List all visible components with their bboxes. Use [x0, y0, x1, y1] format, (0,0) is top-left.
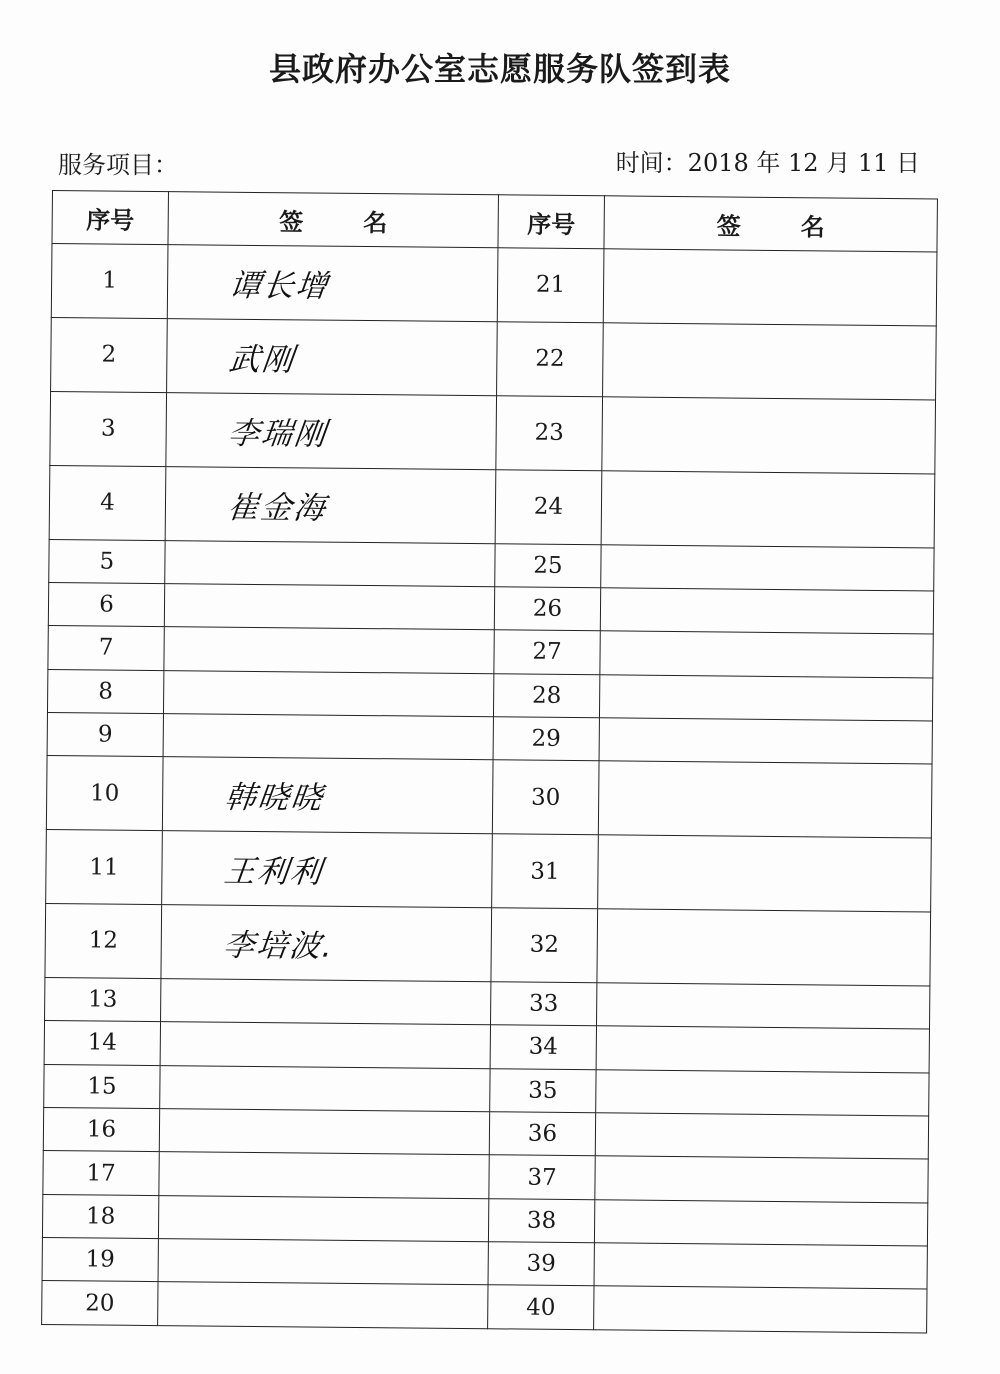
row-number-left: 3 [50, 391, 167, 466]
row-number-left: 6 [48, 582, 164, 626]
table-row [50, 391, 936, 473]
handwritten-signature: 王利利 [222, 853, 326, 891]
signature-cell-left [163, 670, 493, 717]
date-label: 时间：2018 年 12 月 11 日 [615, 149, 920, 177]
row-number-left: 2 [51, 317, 168, 392]
header-signature-right: 签名 [604, 196, 937, 252]
signature-cell-right [601, 544, 934, 591]
handwritten-signature: 崔金海 [225, 489, 329, 527]
row-number-right: 35 [490, 1068, 596, 1112]
signature-cell-right [594, 1286, 927, 1333]
handwritten-signature: 李培波. [221, 927, 337, 965]
header-signature-left: 签名 [168, 192, 498, 248]
header-number-left: 序号 [52, 191, 169, 245]
signature-cell-right [599, 718, 932, 765]
signature-cell-left [159, 1109, 489, 1156]
signature-cell-right [596, 983, 929, 1030]
row-number-left: 10 [46, 756, 163, 831]
signature-cell-right [594, 1243, 927, 1290]
row-number-left: 15 [44, 1064, 160, 1108]
signature-cell-right [600, 588, 933, 635]
row-number-right: 23 [496, 396, 603, 471]
row-number-right: 21 [497, 248, 604, 323]
signature-cell-left [160, 1022, 490, 1069]
table-header-row [52, 191, 937, 252]
header-number-right: 序号 [498, 195, 605, 249]
handwritten-signature: 李瑞刚 [226, 415, 330, 453]
signature-cell-right [596, 1026, 929, 1073]
row-number-right: 27 [494, 630, 600, 674]
row-number-right: 26 [494, 587, 600, 631]
signature-cell-left [158, 1195, 488, 1242]
row-number-right: 28 [493, 673, 599, 717]
signature-cell-left [167, 245, 498, 322]
row-number-right: 33 [491, 982, 597, 1026]
signature-cell-left [167, 318, 498, 395]
table-row [49, 465, 935, 547]
signature-cell-left [166, 392, 497, 469]
row-number-left: 5 [49, 539, 165, 583]
row-number-right: 24 [495, 469, 602, 544]
row-number-right: 31 [492, 834, 599, 909]
page-title: 县政府办公室志愿服务队签到表 [268, 50, 731, 88]
signature-cell-right [600, 631, 933, 678]
row-number-left: 1 [51, 244, 168, 319]
signature-cell-left [161, 905, 492, 982]
table-row [51, 317, 937, 399]
row-number-left: 18 [42, 1194, 158, 1238]
signature-cell-right [598, 761, 932, 838]
signature-cell-right [595, 1156, 928, 1203]
row-number-right: 29 [493, 717, 599, 761]
signature-cell-left [164, 583, 494, 630]
row-number-left: 4 [49, 465, 166, 540]
table-row [42, 1281, 927, 1333]
signature-cell-left [160, 1065, 490, 1112]
row-number-left: 17 [43, 1151, 159, 1195]
table-row [51, 244, 937, 326]
signature-cell-left [163, 714, 493, 761]
row-number-right: 40 [488, 1285, 594, 1330]
signature-cell-right [594, 1199, 927, 1246]
table-row [46, 830, 932, 912]
handwritten-signature: 武刚 [226, 341, 298, 379]
signature-cell-left [158, 1282, 488, 1329]
signature-cell-right [596, 1069, 929, 1116]
row-number-right: 22 [497, 322, 604, 397]
signature-cell-left [161, 979, 491, 1026]
row-number-left: 14 [44, 1021, 160, 1065]
table-body [42, 244, 937, 1333]
row-number-right: 30 [492, 760, 599, 835]
row-number-right: 38 [488, 1198, 594, 1242]
row-number-left: 11 [46, 830, 163, 905]
signature-cell-right [601, 470, 935, 547]
signature-cell-left [159, 1152, 489, 1199]
row-number-left: 12 [45, 904, 162, 979]
signature-cell-right [597, 909, 931, 986]
row-number-left: 13 [45, 977, 161, 1021]
sign-in-table [41, 190, 938, 1333]
row-number-left: 7 [48, 626, 164, 670]
row-number-right: 37 [489, 1155, 595, 1199]
table-row [46, 756, 932, 838]
row-number-right: 39 [488, 1242, 594, 1286]
signature-cell-right [603, 323, 937, 400]
row-number-left: 9 [47, 712, 163, 756]
signature-cell-left [158, 1239, 488, 1286]
signature-cell-left [165, 540, 495, 587]
signature-cell-left [164, 627, 494, 674]
signature-cell-right [599, 674, 932, 721]
row-number-left: 20 [42, 1281, 158, 1326]
row-number-left: 19 [42, 1238, 158, 1282]
row-number-left: 8 [47, 669, 163, 713]
signature-cell-left [162, 831, 493, 908]
signature-cell-right [595, 1113, 928, 1160]
row-number-left: 16 [43, 1107, 159, 1151]
handwritten-signature: 谭长增 [227, 267, 331, 305]
row-number-right: 25 [495, 543, 601, 587]
signature-cell-right [602, 397, 936, 474]
row-number-right: 36 [489, 1112, 595, 1156]
table-row [45, 904, 931, 986]
signature-cell-left [165, 466, 496, 543]
row-number-right: 34 [490, 1025, 596, 1069]
row-number-right: 32 [491, 908, 598, 983]
signature-cell-left [162, 757, 493, 834]
handwritten-signature: 韩晓晓 [222, 779, 326, 817]
signature-cell-right [603, 249, 937, 326]
service-project-label: 服务项目： [58, 151, 178, 179]
signature-cell-right [598, 835, 932, 912]
